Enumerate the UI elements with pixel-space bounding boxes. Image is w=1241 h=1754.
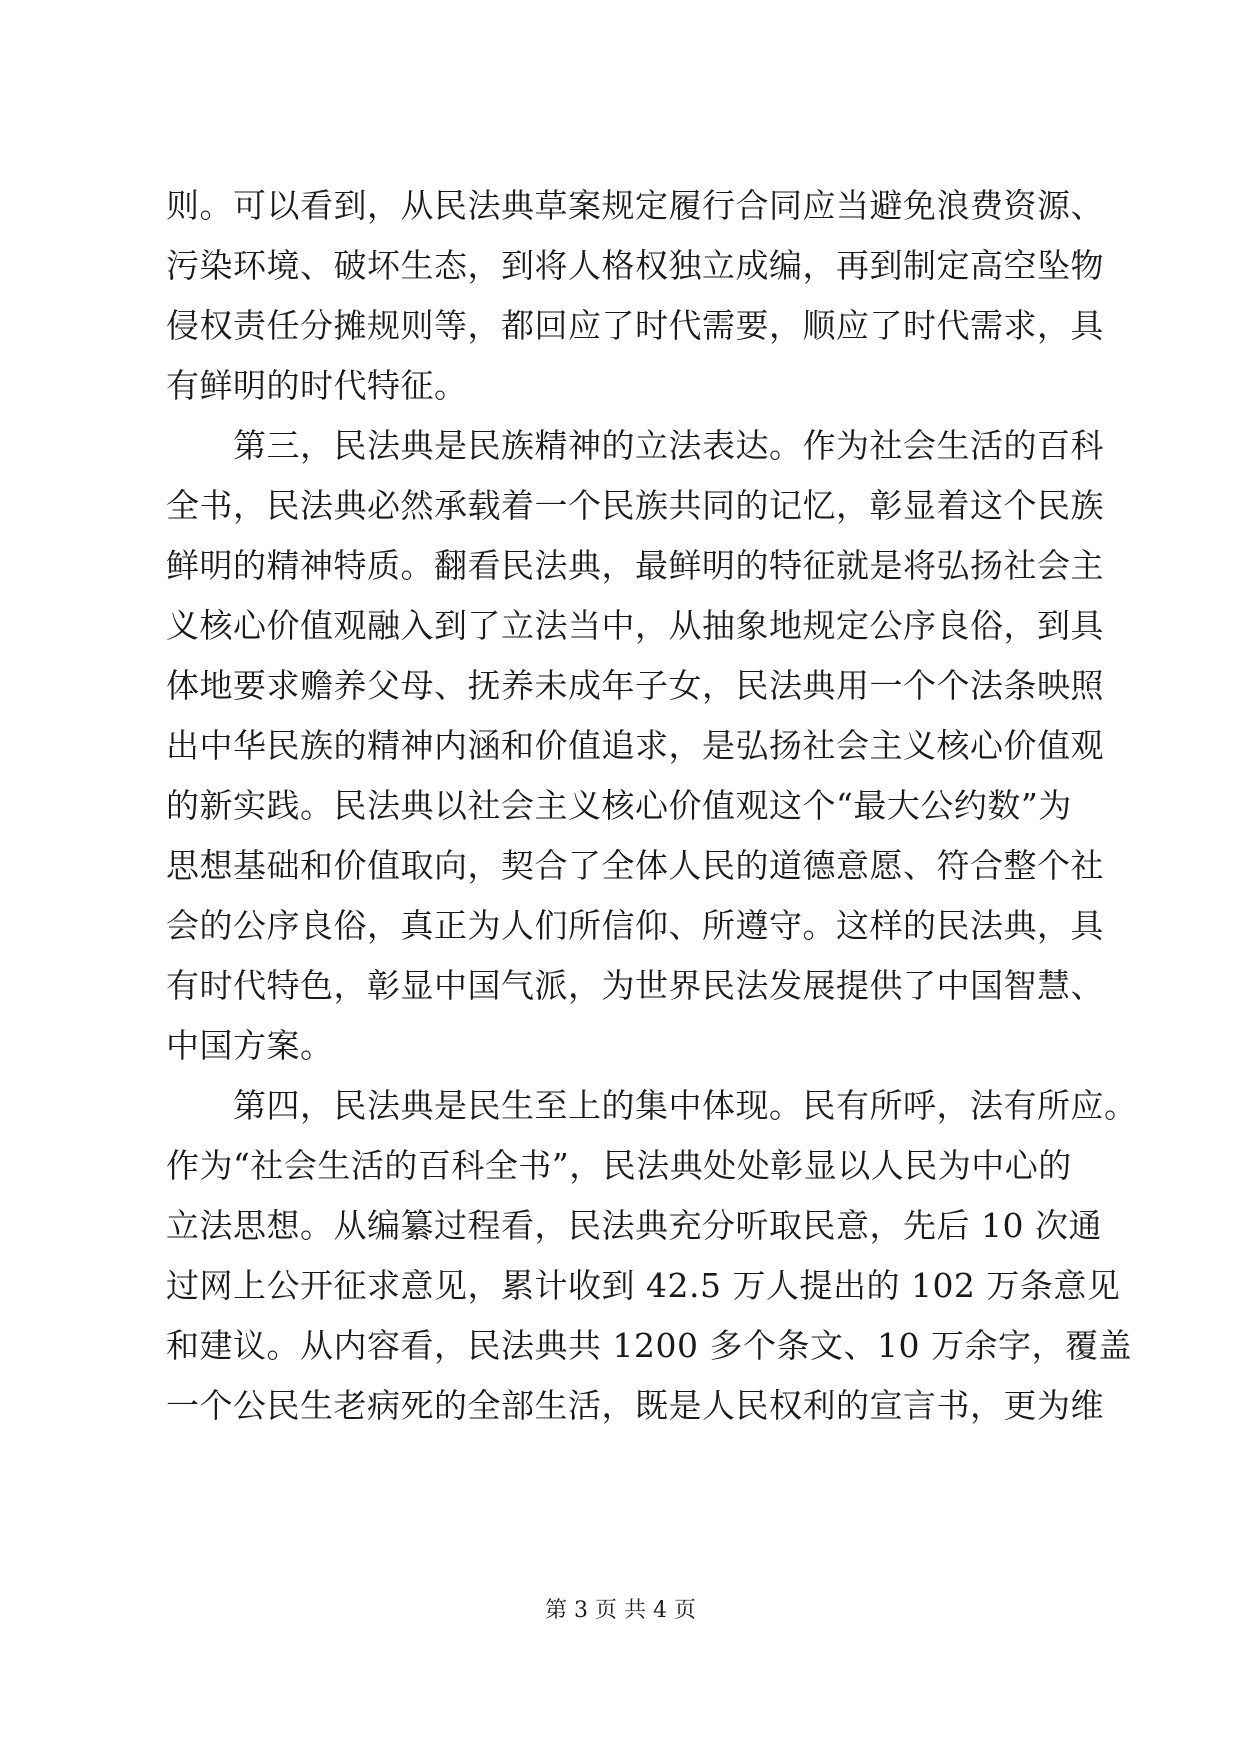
text-line: 的新实践。民法典以社会主义核心价值观这个“最大公约数”为 bbox=[166, 786, 1072, 825]
text-line: 中国方案。 bbox=[166, 1026, 334, 1065]
page-number-footer: 第 3 页 共 4 页 bbox=[545, 1598, 696, 1623]
text-line: 第四，民法典是民生至上的集中体现。民有所呼，法有所应。 bbox=[166, 1086, 1138, 1125]
text-line: 全书，民法典必然承载着一个民族共同的记忆，彰显着这个民族 bbox=[166, 486, 1104, 525]
text-line: 污染环境、破坏生态，到将人格权独立成编，再到制定高空坠物 bbox=[166, 246, 1104, 285]
text-line: 体地要求赡养父母、抚养未成年子女，民法典用一个个法条映照 bbox=[166, 666, 1104, 705]
text-line: 有鲜明的时代特征。 bbox=[166, 366, 468, 405]
text-line: 立法思想。从编纂过程看，民法典充分听取民意，先后 10 次通 bbox=[166, 1206, 1102, 1245]
text-line: 第三，民法典是民族精神的立法表达。作为社会生活的百科 bbox=[166, 426, 1104, 465]
text-line: 和建议。从内容看，民法典共 1200 多个条文、10 万余字，覆盖 bbox=[166, 1326, 1132, 1365]
text-line: 义核心价值观融入到了立法当中，从抽象地规定公序良俗，到具 bbox=[166, 606, 1104, 645]
text-line: 鲜明的精神特质。翻看民法典，最鲜明的特征就是将弘扬社会主 bbox=[166, 546, 1104, 585]
text-line: 有时代特色，彰显中国气派，为世界民法发展提供了中国智慧、 bbox=[166, 966, 1104, 1005]
text-line: 会的公序良俗，真正为人们所信仰、所遵守。这样的民法典，具 bbox=[166, 906, 1104, 945]
text-line: 作为“社会生活的百科全书”，民法典处处彰显以人民为中心的 bbox=[166, 1146, 1072, 1185]
text-line: 过网上公开征求意见，累计收到 42.5 万人提出的 102 万条意见 bbox=[166, 1266, 1121, 1305]
text-line: 侵权责任分摊规则等，都回应了时代需要，顺应了时代需求，具 bbox=[166, 306, 1104, 345]
text-line: 一个公民生老病死的全部生活，既是人民权利的宣言书，更为维 bbox=[166, 1386, 1104, 1425]
text-line: 出中华民族的精神内涵和价值追求，是弘扬社会主义核心价值观 bbox=[166, 726, 1104, 765]
text-line: 则。可以看到，从民法典草案规定履行合同应当避免浪费资源、 bbox=[166, 186, 1104, 225]
text-line: 思想基础和价值取向，契合了全体人民的道德意愿、符合整个社 bbox=[166, 846, 1104, 885]
